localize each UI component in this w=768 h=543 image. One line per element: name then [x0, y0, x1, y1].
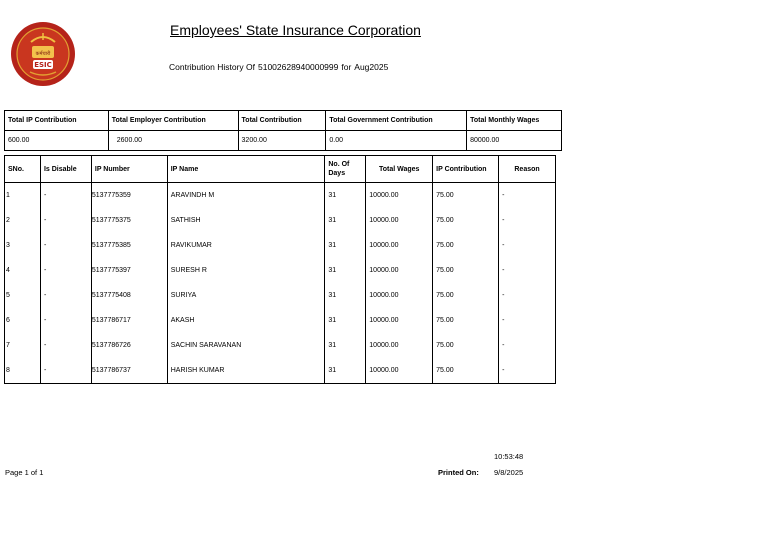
subtitle-prefix: Contribution History Of: [169, 62, 255, 72]
serial-number: 8: [5, 358, 41, 384]
printed-time: 10:53:48: [494, 452, 524, 461]
column-header: IP Name: [167, 156, 325, 183]
ip-contribution: 75.00: [433, 333, 499, 358]
is-disable: -: [40, 308, 91, 333]
column-header: IP Contribution: [433, 156, 499, 183]
serial-number: 7: [5, 333, 41, 358]
ip-contribution: 75.00: [433, 258, 499, 283]
no-of-days: 31: [325, 283, 366, 308]
column-header: Total Wages: [366, 156, 433, 183]
summary-header: Total Monthly Wages: [467, 111, 562, 131]
esic-logo: [10, 20, 76, 88]
ip-name: ARAVINDH M: [167, 183, 325, 209]
is-disable: -: [40, 333, 91, 358]
column-header: Reason: [499, 156, 556, 183]
total-wages: 10000.00: [366, 233, 433, 258]
summary-header: Total Employer Contribution: [108, 111, 238, 131]
table-row: [5, 333, 556, 358]
page-number: Page 1 of 1: [5, 468, 44, 477]
logo-text-top: कर्मचारी: [35, 51, 51, 57]
reason: -: [499, 358, 556, 384]
ip-number: 5137775359: [91, 183, 167, 209]
summary-header: Total Contribution: [238, 111, 326, 131]
no-of-days: 31: [325, 208, 366, 233]
no-of-days: 31: [325, 258, 366, 283]
reason: -: [499, 333, 556, 358]
is-disable: -: [40, 183, 91, 209]
ip-name: SURIYA: [167, 283, 325, 308]
reason: -: [499, 208, 556, 233]
ip-contribution: 75.00: [433, 358, 499, 384]
ip-name: SACHIN SARAVANAN: [167, 333, 325, 358]
is-disable: -: [40, 358, 91, 384]
total-wages: 10000.00: [366, 358, 433, 384]
reason: -: [499, 308, 556, 333]
ip-name: RAVIKUMAR: [167, 233, 325, 258]
serial-number: 4: [5, 258, 41, 283]
serial-number: 6: [5, 308, 41, 333]
summary-value-row: [5, 131, 562, 151]
total-wages: 10000.00: [366, 258, 433, 283]
ip-contribution: 75.00: [433, 183, 499, 209]
reason: -: [499, 233, 556, 258]
table-row: [5, 258, 556, 283]
reason: -: [499, 283, 556, 308]
table-row: [5, 208, 556, 233]
serial-number: 5: [5, 283, 41, 308]
contribution-details-table: [4, 155, 556, 384]
table-row: [5, 283, 556, 308]
employer-code: 51002628940000999: [257, 62, 339, 72]
total-wages: 10000.00: [366, 333, 433, 358]
ip-contribution: 75.00: [433, 283, 499, 308]
no-of-days: 31: [325, 358, 366, 384]
total-government-contribution: 0.00: [326, 131, 467, 151]
no-of-days: 31: [325, 333, 366, 358]
ip-number: 5137786717: [91, 308, 167, 333]
table-row: [5, 358, 556, 384]
ip-name: HARISH KUMAR: [167, 358, 325, 384]
reason: -: [499, 258, 556, 283]
ip-number: 5137786726: [91, 333, 167, 358]
report-period: Aug2025: [354, 62, 389, 72]
ip-contribution: 75.00: [433, 233, 499, 258]
column-header: IP Number: [91, 156, 167, 183]
ip-number: 5137775397: [91, 258, 167, 283]
is-disable: -: [40, 283, 91, 308]
ip-contribution: 75.00: [433, 208, 499, 233]
total-wages: 10000.00: [366, 183, 433, 209]
report-subtitle: [169, 62, 391, 72]
summary-table: [4, 110, 562, 151]
ip-name: SATHISH: [167, 208, 325, 233]
is-disable: -: [40, 233, 91, 258]
total-contribution: 3200.00: [238, 131, 326, 151]
ip-name: SURESH R: [167, 258, 325, 283]
ip-name: AKASH: [167, 308, 325, 333]
reason: -: [499, 183, 556, 209]
column-header: Is Disable: [40, 156, 91, 183]
column-header: SNo.: [5, 156, 41, 183]
column-header: No. Of Days: [325, 156, 366, 183]
subtitle-for: for: [341, 62, 352, 72]
serial-number: 2: [5, 208, 41, 233]
summary-header: Total Government Contribution: [326, 111, 467, 131]
ip-number: 5137775375: [91, 208, 167, 233]
logo-text-mid: ESIC: [34, 61, 52, 69]
is-disable: -: [40, 258, 91, 283]
summary-header: Total IP Contribution: [5, 111, 109, 131]
no-of-days: 31: [325, 233, 366, 258]
ip-contribution: 75.00: [433, 308, 499, 333]
table-row: [5, 233, 556, 258]
table-row: [5, 308, 556, 333]
printed-on-label: Printed On:: [438, 468, 479, 477]
total-employer-contribution: 2600.00: [108, 131, 238, 151]
no-of-days: 31: [325, 308, 366, 333]
total-wages: 10000.00: [366, 208, 433, 233]
details-header-row: [5, 156, 556, 183]
total-monthly-wages: 80000.00: [467, 131, 562, 151]
total-ip-contribution: 600.00: [5, 131, 109, 151]
is-disable: -: [40, 208, 91, 233]
table-row: [5, 183, 556, 209]
ip-number: 5137786737: [91, 358, 167, 384]
serial-number: 1: [5, 183, 41, 209]
ip-number: 5137775408: [91, 283, 167, 308]
serial-number: 3: [5, 233, 41, 258]
page-title: Employees' State Insurance Corporation: [170, 22, 421, 38]
printed-date: 9/8/2025: [494, 468, 524, 477]
ip-number: 5137775385: [91, 233, 167, 258]
no-of-days: 31: [325, 183, 366, 209]
total-wages: 10000.00: [366, 283, 433, 308]
summary-header-row: [5, 111, 562, 131]
total-wages: 10000.00: [366, 308, 433, 333]
